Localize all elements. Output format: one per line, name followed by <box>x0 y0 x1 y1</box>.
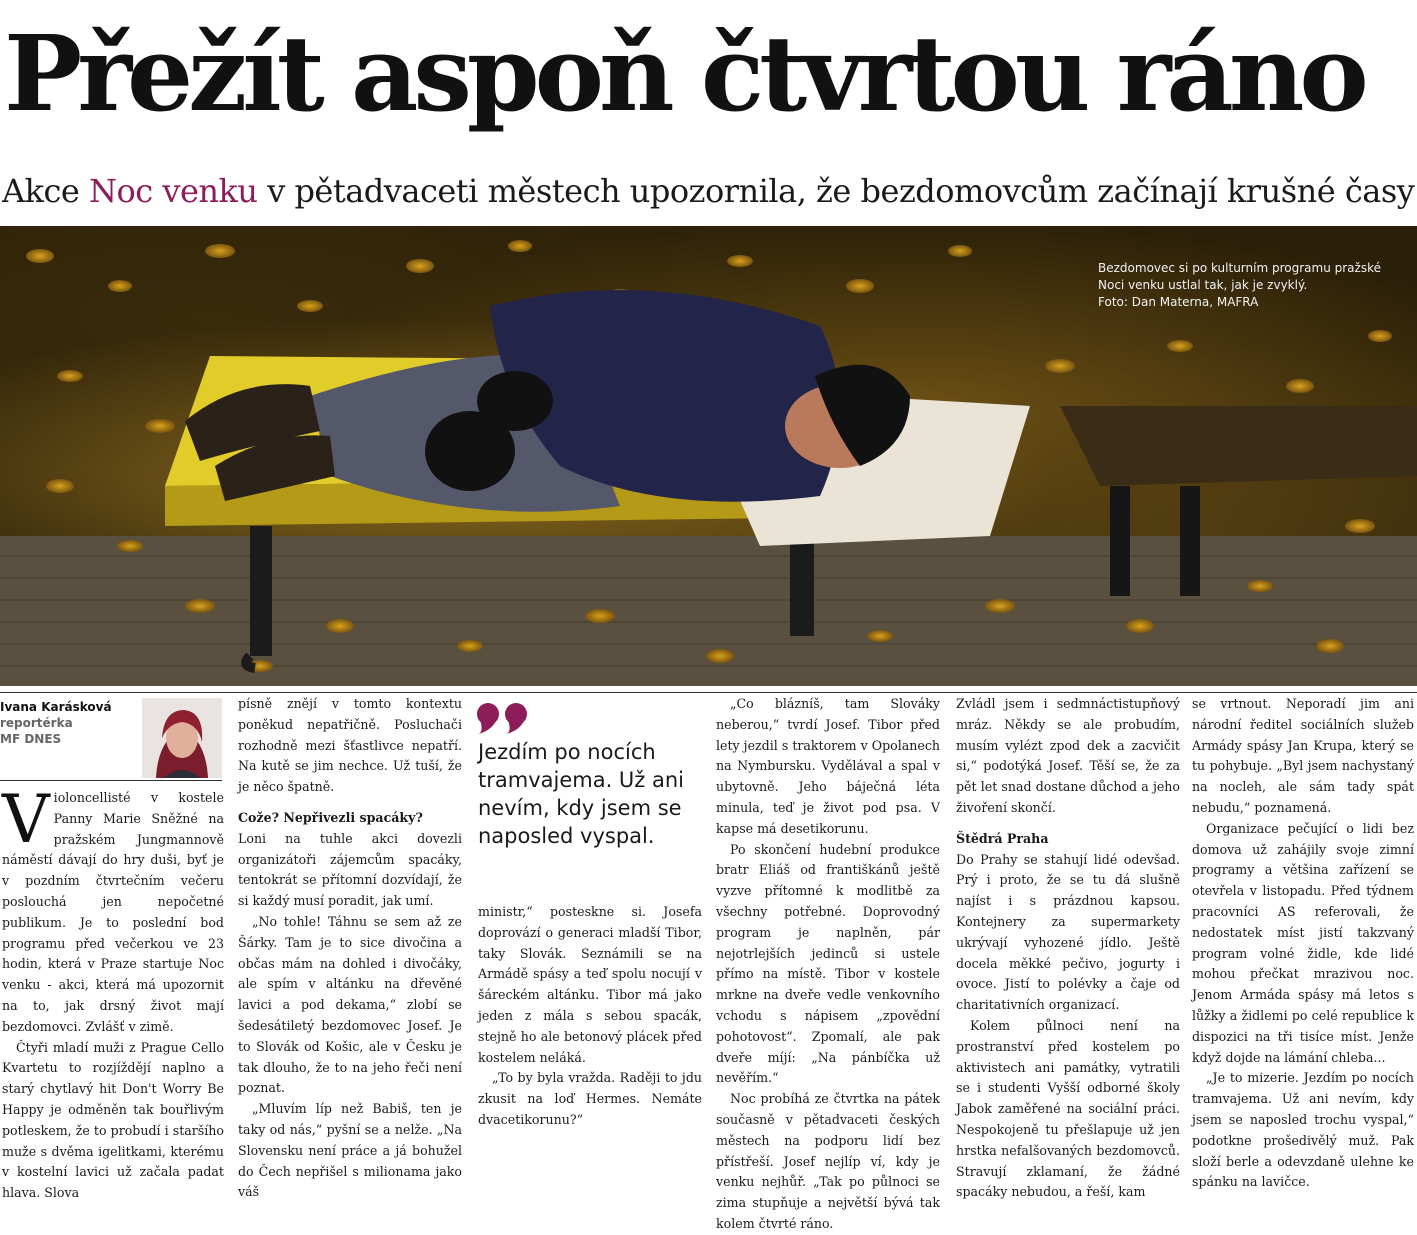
author-name: Ivana Karásková <box>0 700 112 714</box>
article-column-4 <box>716 694 940 1231</box>
pavement <box>0 536 1417 686</box>
article-column-3 <box>478 902 702 1127</box>
paragraph: Organizace pečující o lidi bez domova už zahájily svoje zimní programy a většina zařízení se otevřela v listopadu. Před týdnem pracovníci AS referovali, že nedostatek míst jistí takzvaný program volné židle, kde lidé mohou přečkat mrazivou noc. Jenom Armáda spásy má letos s lůžky a židlemi po celé republice k dispozici na tři tisíce míst. Jenže když dojde na lámání chleba... <box>1192 820 1414 1065</box>
author-box <box>0 698 222 778</box>
paragraph: „Co blázníš, tam Slováky neberou,“ tvrdí Josef. Tibor před lety jezdil s traktorem v Opolanech na Nymbursku. Vydělával a spal v ubytovně. Jeho báječná léta minula, teď je život pod psa. V kapse má desetikorunu. <box>716 696 940 836</box>
paragraph: Noc probíhá ze čtvrtka na pátek současně v pětadvaceti českých městech na podporu lidí bez přístřeší. Josef nejlíp ví, kdy je venku nejhůř. „Tak po půlnoci se zima stupňuje a největší bývá tak kolem čtvrté ráno. <box>716 1091 940 1231</box>
paragraph: „To by byla vražda. Raději to jdu zkusit na loď Hermes. Nemáte dvacetikorunu?“ <box>478 1070 702 1127</box>
author-org: MF DNES <box>0 732 62 746</box>
subhead-accent-noc-venku: Noc venku <box>89 172 258 210</box>
author-role: reportérka <box>0 716 73 730</box>
paragraph: Zvládl jsem i sedmnáctistupňový mráz. Někdy se ale probudím, musím vylézt zpod dek a zacvičit si,“ podotýká Josef. Těší se, že za pět let snad dostane důchod a jeho živoření skončí. <box>956 696 1180 815</box>
caption-line-1: Bezdomovec si po kulturním programu pražské <box>1098 261 1381 275</box>
subhead-pre: Akce <box>2 172 90 210</box>
paragraph: Po skončení hudební produkce bratr Eliáš od františkánů ještě vyzve přítomné k modlitbě za všechny potřebné. Doprovodný program je naplněn, pár nejotrlejších jedinců si ustele přímo na místě. Tibor v kostele mrkne na dveře vedle venkovního vchodu s nápisem „zpovědní pohotovost“. Zpomalí, ale pak dveře míjí: „Na pánbíčka už nevěřím.“ <box>716 841 940 1086</box>
sleeping-man <box>185 290 910 512</box>
subhead-post: v pětadvaceti městech upozornila, že bezdomovcům začínají krušné časy <box>257 172 1415 210</box>
photo-credit: Foto: Dan Materna, MAFRA <box>1098 295 1259 309</box>
paragraph: Kolem půlnoci není na prostranství před kostelem po aktivistech ani památky, vytratili se i studenti Vyšší odborné školy Jabok zaměřené na sociální práci. Nespokojeně tu přešlapuje už jen hrstka nefalšovaných bezdomovců. Stravují zklamaní, že žádné spacáky nebudou, a řeší, kam <box>956 1017 1180 1200</box>
paragraph: „Mluvím líp než Babiš, ten je taky od nás,“ pyšní se a nelže. „Na Slovensku není práce a já bohužel do Čech nepřišel s milionama jako váš <box>238 1101 462 1200</box>
paragraph: Loni na tuhle akci dovezli organizátoři zájemcům spacáky, tentokrát se přítomní dozvídají, že si každý musí poradit, jak umí. <box>238 830 462 909</box>
dropcap: V <box>2 781 50 858</box>
paragraph: „Je to mizerie. Jezdím po nocích tramvajema. Už ani nevím, kdy jsem se naposled trochu vyspal,“ podotkne prošedivělý muž. Pak složí berle a odevzdaně ulehne ke spánku na lavičce. <box>1192 1070 1414 1190</box>
caption-line-2: Noci venku ustlal tak, jak je zvyklý. <box>1098 278 1308 292</box>
paragraph: Do Prahy se stahují lidé odevšad. Prý i proto, že se tu dá slušně najíst i s prázdnou kapsou. Kontejnery za supermarkety ukrývají vyhozené jídlo. Ještě docela měkké pečivo, jogurty i ovoce. Jistí to polévky a čaje od charitativních organizací. <box>956 851 1180 1013</box>
divider-top <box>0 692 1417 693</box>
paragraph: „No tohle! Táhnu se sem až ze Šárky. Tam je to sice divočina a občas mám na dohled i divočáky, ale spím v altánku na dřevěné lavici a pod dekama,“ zlobí se šedesátiletý bezdomovec Josef. Je to Slovák od Košic, ale v Česku je tak dlouho, že to na jeho řeči není poznat. <box>238 913 462 1096</box>
paragraph: Čtyři mladí muži z Prague Cello Kvartetu to rozjíždějí naplno a starý chytlavý hit Don't Worry Be Happy je odměněn tak bouřlivým potleskem, že to probudí i staršího muže s dvěma igelitkami, kterému v kostelní lavici už začala padat hlava. Slova <box>2 1039 224 1201</box>
section-heading: Štědrá Praha <box>956 830 1049 846</box>
article-column-2 <box>238 694 462 1200</box>
paragraph: ministr,“ posteskne si. Josefa doprovází o generaci mladší Tibor, taky Slovák. Seznámili se na Armádě spásy a teď spolu nocují v šáreckém altánku. Tibor má jako jeden z mála s sebou spacák, stejně ho ale betonový plácek před kostelem neláká. <box>478 904 702 1065</box>
article-column-1 <box>2 781 224 1201</box>
quote-mark-icon <box>476 700 536 734</box>
section-heading: Cože? Nepřivezli spacáky? <box>238 809 423 825</box>
paragraph: se vrtnout. Neporadí jim ani národní ředitel sociálních služeb Armády spásy Jan Krupa, který se tu pohybuje. „Byl jsem nachystaný na nocleh, ale sám tady spát nebudu,“ poznamená. <box>1192 696 1414 815</box>
author-photo <box>142 698 222 778</box>
paragraph: ioloncellisté v kostele Panny Marie Sněžné na pražském Jungmannově náměstí dávají do hry duši, byť je v pozdním čtvrtečním večeru poslouchá jen nepočetné publikum. Je to poslední bod programu před večerkou ve 23 hodin, která v Praze startuje Noc venku - akci, která má upozornit na to, jak drsný život mají bezdomovci. Zvlášť v zimě. <box>2 790 224 1034</box>
article-column-5 <box>956 694 1180 1200</box>
headline: Přežít aspoň čtvrtou ráno <box>4 12 1364 135</box>
paragraph: písně znějí v tomto kontextu poněkud nepatřičně. Posluchači rozhodně mezi šťastlivce nepatří. Na kutě se jim nechce. Už tuší, že je něco špatně. <box>238 696 462 795</box>
pull-quote: Jezdím po nocích tramvajema. Už ani nevím, kdy jsem se naposled vyspal. <box>478 740 685 848</box>
subheadline <box>2 166 1415 216</box>
article-column-6 <box>1192 694 1414 1190</box>
main-photo <box>0 226 1417 686</box>
photo-caption <box>1098 260 1398 311</box>
